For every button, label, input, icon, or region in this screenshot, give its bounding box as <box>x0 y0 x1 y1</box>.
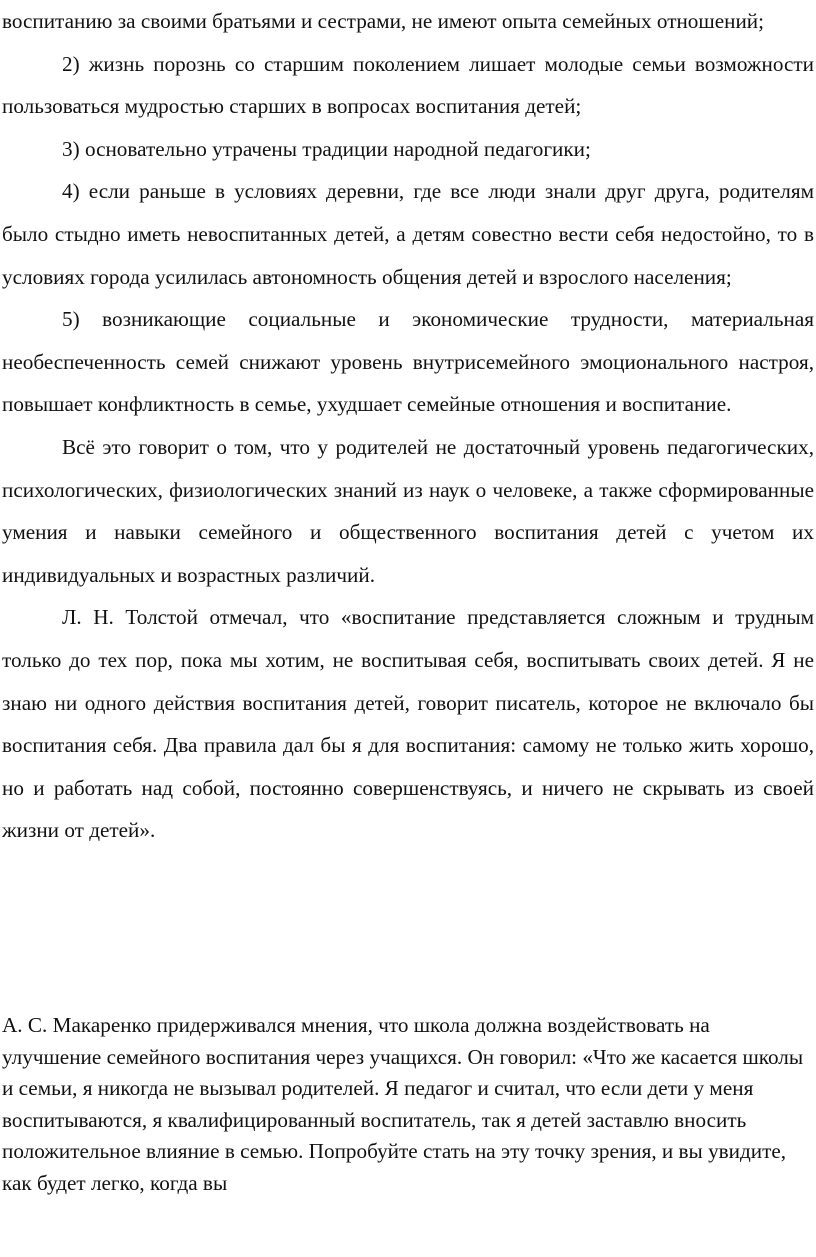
paragraph-continuation: воспитанию за своими братьями и сестрами, не имеют опыта семейных отношений; <box>2 9 765 33</box>
list-item-3: 3) основательно утрачены традиции народной педагогики; <box>62 136 591 161</box>
paragraph-makarenko: А. С. Макаренко придерживался мнения, что школа должна воздействовать на улучшение семейного воспитания через учащихся. Он говорил: «Что же касается школы и семьи, я никогда не вызывал родителей. Я педагог и считал, что если дети у меня воспитываются, я квалифицированный воспитатель, так я детей заставлю вносить положительное влияние в семью. Попробуйте стать на эту точку зрения, и вы увидите, как будет легко, когда вы <box>2 1013 804 1195</box>
paragraph-tolstoy-quote: Л. Н. Толстой отмечал, что «воспитание представляется сложным и трудным только до тех пор, пока мы хотим, не воспитывая себя, воспитывать своих детей. Я не знаю ни одного действия воспитания детей, говорит писатель, которое не включало бы воспитания себя. Два правила дал бы я для воспитания: самому не только жить хорошо, но и работать над собой, постоянно совершенствуясь, и ничего не скрывать из своей жизни от детей». <box>2 605 814 843</box>
paragraph-summary: Всё это говорит о том, что у родителей не достаточный уровень педагогических, психологических, физиологических знаний из наук о человеке, а также сформированные умения и навыки семейного и общественного воспитания детей с учетом их индивидуальных и возрастных различий. <box>2 434 814 587</box>
document-tail <box>2 1010 814 1199</box>
list-item-5: 5) возникающие социальные и экономические трудности, материальная необеспеченность семей снижают уровень внутрисемейного эмоционального настроя, повышает конфликтность в семье, ухудшает семейные отношения и воспитание. <box>2 307 814 417</box>
list-item-4: 4) если раньше в условиях деревни, где все люди знали друг друга, родителям было стыдно иметь невоспитанных детей, а детям совестно вести себя недостойно, то в условиях города усилилась автономность общения детей и взрослого населения; <box>2 179 814 289</box>
document-body <box>2 0 814 852</box>
list-item-2: 2) жизнь порознь со старшим поколением лишает молодые семьи возможности пользоваться мудростью старших в вопросах воспитания детей; <box>2 51 814 119</box>
